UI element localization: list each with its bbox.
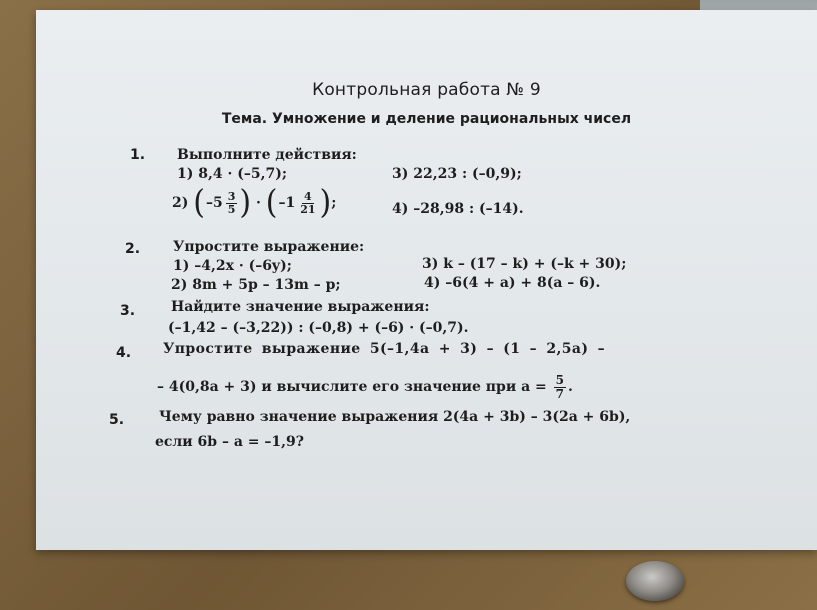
test-sheet bbox=[36, 10, 817, 550]
paren-open: ( bbox=[265, 183, 278, 222]
task-1-number: 1. bbox=[130, 147, 146, 163]
denominator: 7 bbox=[555, 386, 564, 401]
paren-open: ( bbox=[193, 183, 205, 222]
task-2-item-2: 2) 8m + 5p – 13m – p; bbox=[171, 277, 341, 293]
paren-close: ) bbox=[239, 183, 252, 222]
task-1-item-2-label: 2) bbox=[172, 195, 189, 211]
mixed-fraction-a bbox=[193, 183, 252, 222]
numerator: 5 bbox=[555, 373, 564, 387]
topic-heading: Тема. Умножение и деление рациональных чисел bbox=[221, 111, 632, 127]
whole-part: –1 bbox=[278, 195, 296, 211]
fraction bbox=[298, 191, 317, 215]
multiply-dot: · bbox=[255, 195, 261, 211]
numerator: 3 bbox=[227, 189, 236, 203]
task-5-line-1: Чему равно значение выражения 2(4a + 3b) – 3(2a + 6b), bbox=[159, 409, 631, 425]
task-1-item-1: 1) 8,4 · (–5,7); bbox=[177, 166, 287, 182]
mixed-fraction-b bbox=[265, 183, 332, 222]
task-2-prompt: Упростите выражение: bbox=[173, 239, 365, 255]
paren-close: ) bbox=[319, 183, 332, 222]
task-2-item-4: 4) –6(4 + a) + 8(a – 6). bbox=[424, 275, 601, 291]
task-5-line-2: если 6b – a = –1,9? bbox=[155, 434, 304, 450]
task-1-item-2 bbox=[172, 183, 337, 222]
fraction bbox=[554, 374, 566, 400]
task-2-number: 2. bbox=[125, 241, 141, 257]
task-4-line-2-text: – 4(0,8a + 3) и вычислите его значение при a = bbox=[157, 379, 547, 396]
task-3-number: 3. bbox=[120, 303, 136, 319]
page-title: Контрольная работа № 9 bbox=[312, 80, 541, 100]
task-2-item-3: 3) k – (17 – k) + (–k + 30); bbox=[422, 256, 627, 272]
task-4-line-1: Упростите выражение 5(–1,4a + 3) – (1 – 2,5a) – bbox=[163, 341, 606, 357]
period: . bbox=[568, 379, 573, 396]
fraction bbox=[226, 191, 238, 215]
task-5-number: 5. bbox=[109, 412, 125, 428]
task-1-prompt: Выполните действия: bbox=[177, 147, 357, 163]
numerator: 4 bbox=[304, 189, 312, 203]
task-1-item-4: 4) –28,98 : (–14). bbox=[392, 201, 524, 217]
metal-clip bbox=[626, 561, 684, 601]
denominator: 21 bbox=[300, 202, 316, 216]
semicolon: ; bbox=[331, 195, 337, 211]
task-4-line-2 bbox=[157, 374, 573, 400]
denominator: 5 bbox=[227, 202, 236, 216]
task-3-prompt: Найдите значение выражения: bbox=[171, 299, 430, 315]
task-4-number: 4. bbox=[116, 345, 132, 361]
task-1-item-3: 3) 22,23 : (–0,9); bbox=[392, 166, 522, 182]
whole-part: –5 bbox=[205, 195, 223, 211]
task-2-item-1: 1) –4,2x · (–6y); bbox=[173, 258, 292, 274]
task-3-expression: (–1,42 – (–3,22)) : (–0,8) + (–6) · (–0,7). bbox=[168, 320, 469, 336]
